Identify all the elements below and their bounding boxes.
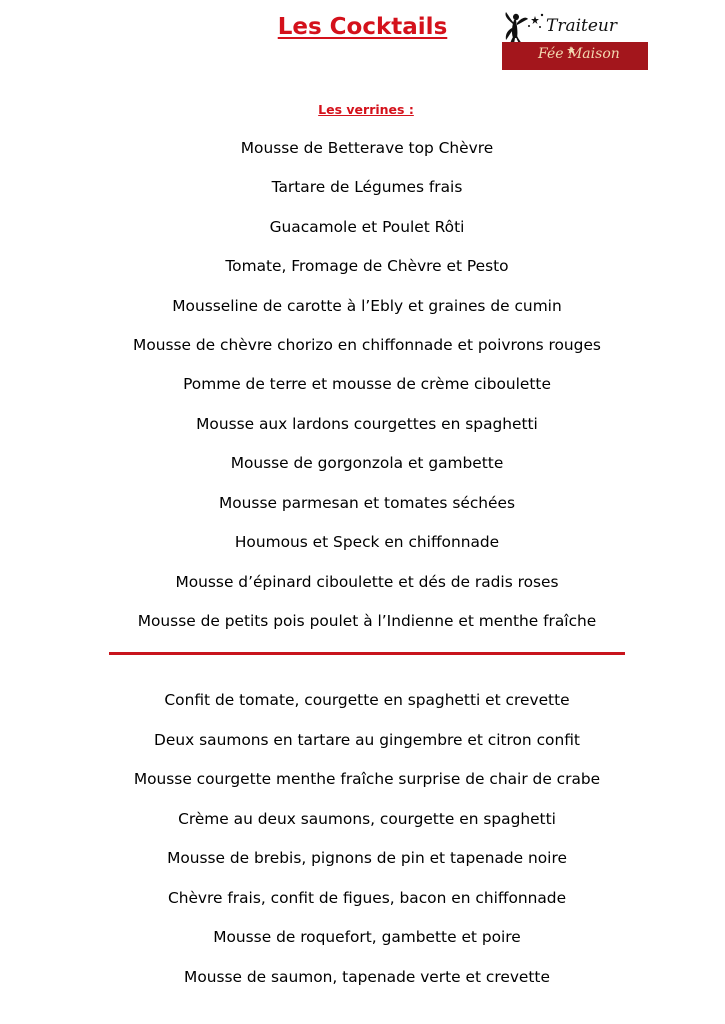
menu-item: Mousse de chèvre chorizo en chiffonnade et poivrons rouges: [133, 336, 601, 354]
page-title: Les Cocktails: [277, 14, 448, 40]
menu-item: Mousse de brebis, pignons de pin et tapenade noire: [167, 849, 567, 867]
menu-item: Tartare de Légumes frais: [271, 178, 463, 196]
menu-item: Chèvre frais, confit de figues, bacon en chiffonnade: [167, 889, 567, 907]
menu-item: Houmous et Speck en chiffonnade: [234, 533, 500, 551]
traiteur-logo: [502, 10, 648, 70]
menu-item: Mousse de petits pois poulet à l’Indienne et menthe fraîche: [137, 612, 597, 630]
menu-item: Mousseline de carotte à l’Ebly et graines de cumin: [172, 297, 562, 315]
logo-bottom-text: Fée Maison: [538, 46, 620, 62]
menu-item: Mousse de saumon, tapenade verte et crevette: [184, 968, 550, 986]
logo-top-text: Traiteur: [546, 16, 618, 36]
menu-item: Mousse d’épinard ciboulette et dés de radis roses: [175, 573, 559, 591]
menu-item: Mousse de Betterave top Chèvre: [240, 139, 494, 157]
menu-item: Mousse parmesan et tomates séchées: [218, 494, 515, 512]
menu-item: Confit de tomate, courgette en spaghetti et crevette: [164, 691, 570, 709]
menu-item: Pomme de terre et mousse de crème ciboulette: [183, 375, 551, 393]
menu-item: Mousse de gorgonzola et gambette: [230, 454, 504, 472]
menu-item: Mousse de roquefort, gambette et poire: [213, 928, 521, 946]
menu-item: Guacamole et Poulet Rôti: [269, 218, 465, 236]
section-label-verrines: Les verrines :: [318, 102, 414, 117]
section-divider: [109, 652, 625, 655]
menu-item: Crème au deux saumons, courgette en spaghetti: [178, 810, 556, 828]
menu-item: Deux saumons en tartare au gingembre et citron confit: [154, 731, 580, 749]
menu-item: Mousse courgette menthe fraîche surprise de chair de crabe: [133, 770, 601, 788]
menu-item: Tomate, Fromage de Chèvre et Pesto: [225, 257, 509, 275]
menu-item: Mousse aux lardons courgettes en spaghetti: [196, 415, 538, 433]
